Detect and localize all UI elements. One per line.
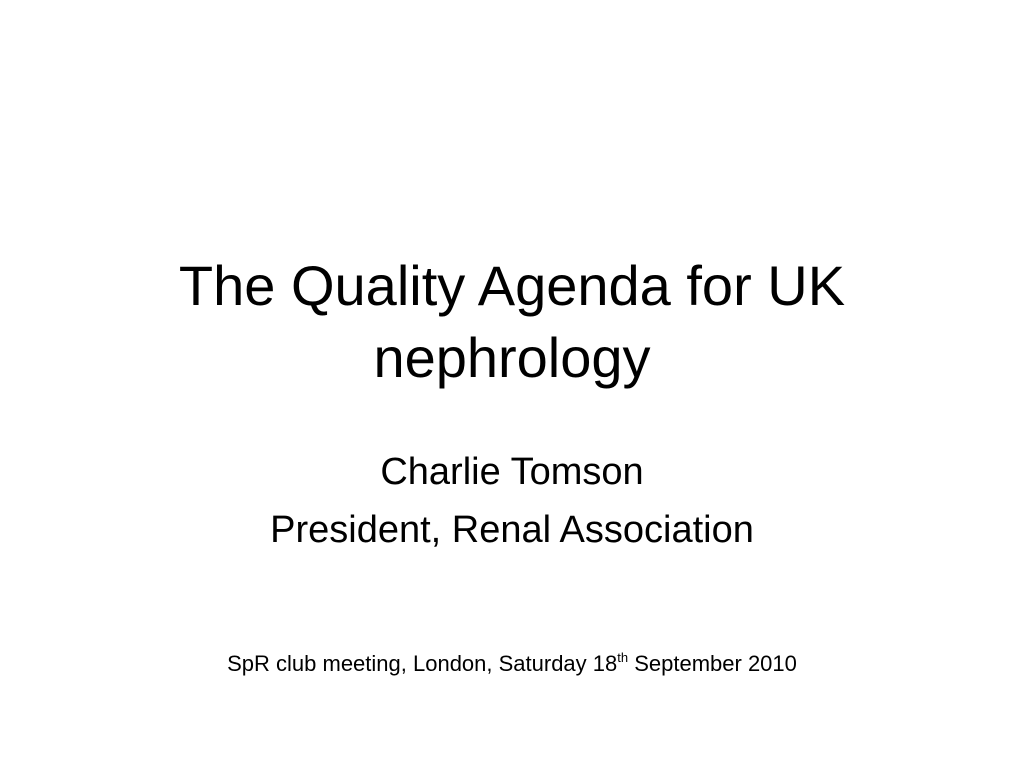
date-ordinal-suffix: th <box>617 650 629 665</box>
slide-title <box>60 250 964 394</box>
meeting-details-suffix: September 2010 <box>628 651 797 676</box>
slide-title-line-1: The Quality Agenda for UK <box>178 254 846 317</box>
slide-title-line-2: nephrology <box>373 326 651 389</box>
presenter-name: Charlie Tomson <box>380 451 644 493</box>
meeting-details-prefix: SpR club meeting, London, Saturday 18 <box>227 651 618 676</box>
presenter-role: President, Renal Association <box>270 509 754 551</box>
meeting-details <box>60 646 964 682</box>
slide-subtitle <box>60 443 964 559</box>
